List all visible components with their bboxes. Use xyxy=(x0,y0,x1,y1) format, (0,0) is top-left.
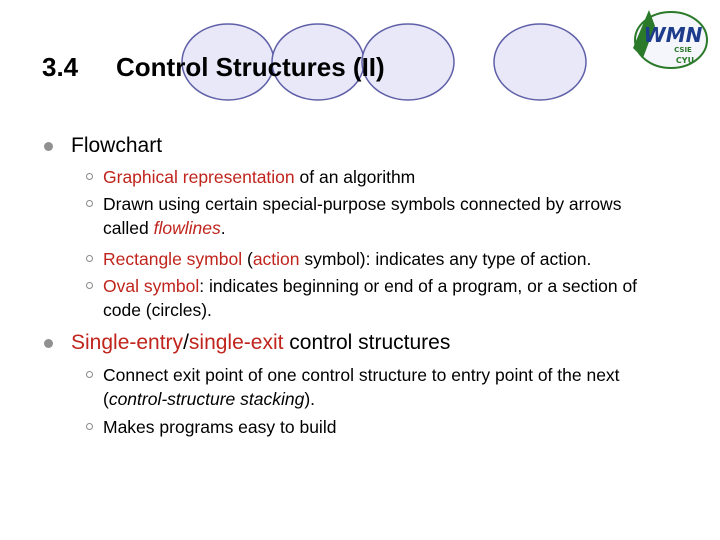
text-run: Rectangle symbol xyxy=(103,249,243,269)
text-run: : indicates beginning or end of a program, or a section of code (circles). xyxy=(103,276,638,320)
subitem-text xyxy=(103,193,663,240)
subitem-text xyxy=(103,248,663,272)
ring-bullet xyxy=(86,371,93,378)
text-run: Single-entry xyxy=(71,331,184,354)
text-run: . xyxy=(220,217,226,238)
text-run: symbol): indicates any type of action. xyxy=(299,249,592,269)
text-run: action xyxy=(252,249,300,269)
subitem-text xyxy=(103,364,663,411)
ring-bullet xyxy=(86,200,93,207)
ring-bullet xyxy=(86,282,93,289)
bullet-label xyxy=(71,331,450,355)
text-run: control-structure stacking xyxy=(108,388,305,409)
bullet-label: Flowchart xyxy=(71,134,163,157)
ring-bullet xyxy=(86,255,93,262)
text-run: single-exit xyxy=(188,331,284,354)
ring-bullet xyxy=(86,173,93,180)
text-run: ( xyxy=(242,249,253,269)
text-run: Connect exit point of one control structure to entry point of the next ( xyxy=(103,365,620,409)
subitem-text xyxy=(103,416,663,440)
slide-title-text: Control Structures (II) xyxy=(116,52,385,82)
logo-text-bottom: CYU xyxy=(675,56,695,65)
text-run: ). xyxy=(304,388,316,409)
text-run: Makes programs easy to build xyxy=(103,417,337,437)
bullet-dot xyxy=(44,339,53,348)
section-number: 3.4 xyxy=(42,52,79,82)
logo-text-main: WMN xyxy=(643,23,703,47)
ring-bullet xyxy=(86,423,93,430)
wmn-logo xyxy=(625,4,717,72)
text-run: Oval symbol xyxy=(103,276,200,296)
logo-text-sub: CSIE xyxy=(674,46,692,54)
subitem-text xyxy=(103,166,663,190)
subitem-text xyxy=(103,275,663,322)
bullet-dot xyxy=(44,142,53,151)
text-run: of an algorithm xyxy=(294,167,416,187)
text-run: control structures xyxy=(283,331,451,354)
text-run: flowlines xyxy=(153,217,221,238)
text-run: / xyxy=(183,331,189,354)
text-run: Graphical representation xyxy=(103,167,295,187)
text-run: Drawn using certain special-purpose symbols connected by arrows called xyxy=(103,194,622,238)
